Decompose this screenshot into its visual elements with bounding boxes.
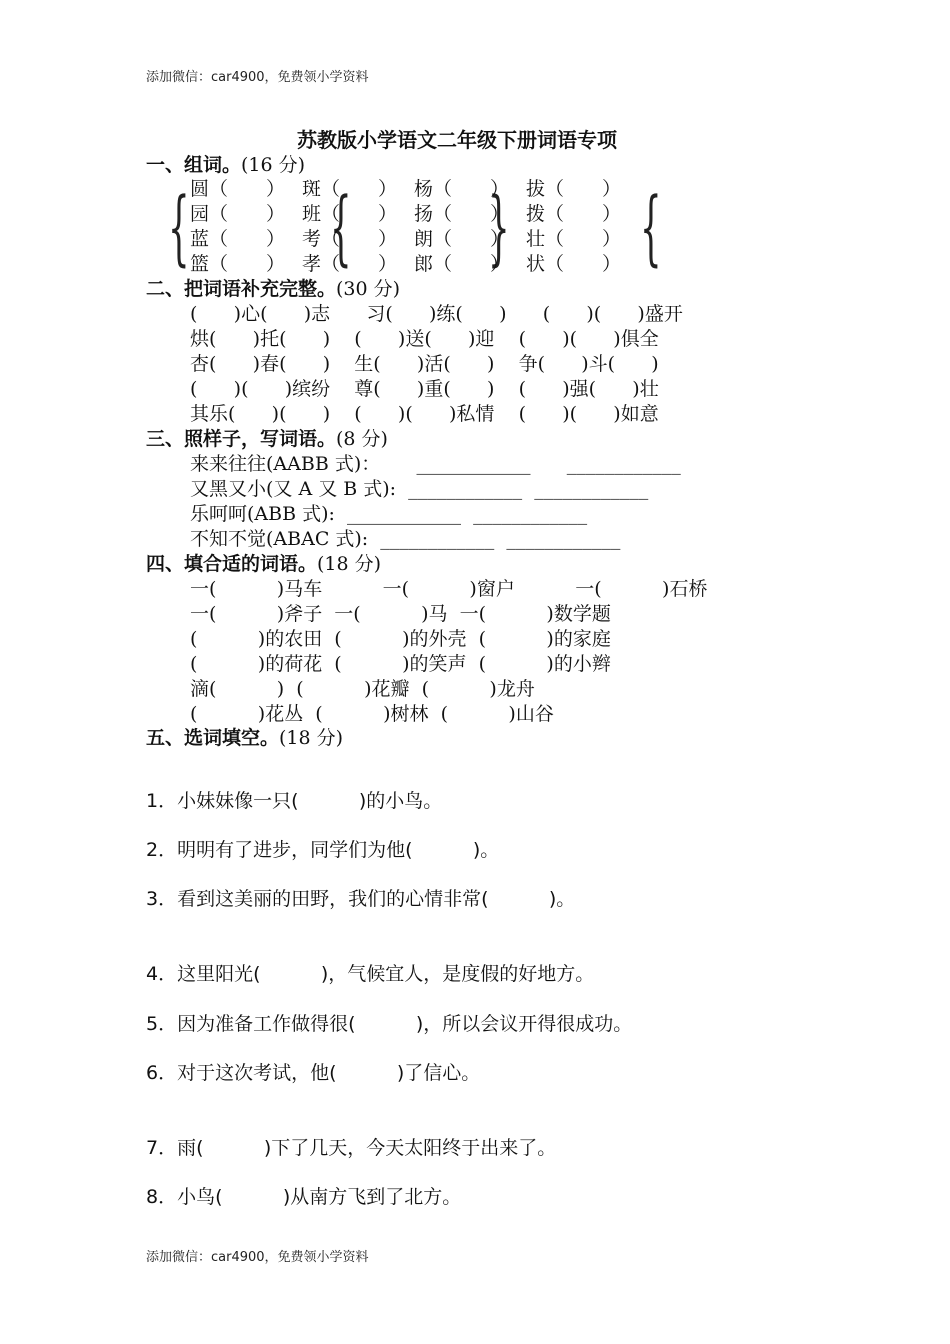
s2-line: 杏( )春( ) 生( )活( ) 争( )斗( )	[190, 353, 659, 375]
s3-line: 又黑又小(又 A 又 B 式): ____________ ____________	[190, 478, 649, 500]
s2-line: ( )心( )志 习( )练( ) ( )( )盛开	[190, 303, 683, 325]
s5-item: 6．对于这次考试，他( )了信心。	[146, 1062, 481, 1084]
brace-left-icon: {	[168, 180, 190, 277]
s5-item: 1．小妹妹像一只( )的小鸟。	[146, 790, 443, 812]
s4-line: ( )的农田 ( )的外壳 ( )的家庭	[190, 628, 611, 650]
s1-word: 朗（ ）	[414, 228, 510, 250]
s1-word: 篮（ ）	[190, 253, 286, 275]
footer-note: 添加微信：car4900，免费领小学资料	[146, 1250, 369, 1265]
s5-item: 8．小鸟( )从南方飞到了北方。	[146, 1186, 462, 1208]
section-3-heading: 三、照样子，写词语。(8 分)	[146, 428, 388, 450]
s1-word: 班（ ）	[302, 203, 398, 225]
s5-item: 7．雨( )下了几天，今天太阳终于出来了。	[146, 1137, 557, 1159]
s4-line: ( )花丛 ( )树林 ( )山谷	[190, 703, 554, 725]
s1-word: 郎（ ）	[414, 253, 510, 275]
s3-line: 来来往往(AABB 式)： ____________ ____________	[190, 453, 681, 475]
section-5-heading: 五、选词填空。(18 分)	[146, 727, 344, 749]
s1-word: 斑（ ）	[302, 178, 398, 200]
section-2-heading: 二、把词语补充完整。(30 分)	[146, 278, 401, 300]
s1-word: 孝（ ）	[302, 253, 398, 275]
s1-word: 拔（ ）	[526, 178, 622, 200]
s2-line: ( )( )缤纷 尊( )重( ) ( )强( )壮	[190, 378, 659, 400]
s5-item: 4．这里阳光( )，气候宜人，是度假的好地方。	[146, 963, 595, 985]
s1-word: 园（ ）	[190, 203, 286, 225]
section-4-heading: 四、填合适的词语。(18 分)	[146, 553, 382, 575]
s5-item: 5．因为准备工作做得很( )，所以会议开得很成功。	[146, 1013, 633, 1035]
s2-line: 烘( )托( ) ( )送( )迎 ( )( )俱全	[190, 328, 659, 350]
s2-line: 其乐( )( ) ( )( )私情 ( )( )如意	[190, 403, 659, 425]
s4-line: ( )的荷花 ( )的笑声 ( )的小辫	[190, 653, 611, 675]
brace-icon: {	[330, 180, 352, 277]
s1-word: 圆（ ）	[190, 178, 286, 200]
s3-line: 乐呵呵(ABB 式): ____________ ____________	[190, 503, 588, 525]
s1-word: 杨（ ）	[414, 178, 510, 200]
s3-line: 不知不觉(ABAC 式): ____________ ____________	[190, 528, 621, 550]
s1-word: 壮（ ）	[526, 228, 622, 250]
s1-word: 状（ ）	[526, 253, 622, 275]
s1-word: 扬（ ）	[414, 203, 510, 225]
brace-right-icon: {	[640, 180, 662, 277]
s4-line: 一( )斧子 一( )马 一( )数学题	[190, 603, 611, 625]
section-1-heading: 一、组词。(16 分)	[146, 154, 306, 176]
header-note: 添加微信：car4900，免费领小学资料	[146, 70, 369, 85]
s4-line: 一( )马车 一( )窗户 一( )石桥	[190, 578, 708, 600]
brace-icon: }	[488, 180, 510, 277]
s1-word: 蓝（ ）	[190, 228, 286, 250]
page-title: 苏教版小学语文二年级下册词语专项	[297, 128, 617, 152]
s5-item: 2．明明有了进步，同学们为他( )。	[146, 839, 500, 861]
s4-line: 滴( ) ( )花瓣 ( )龙舟	[190, 678, 535, 700]
s1-word: 考（ ）	[302, 228, 398, 250]
s1-word: 拨（ ）	[526, 203, 622, 225]
s5-item: 3．看到这美丽的田野，我们的心情非常( )。	[146, 888, 576, 910]
